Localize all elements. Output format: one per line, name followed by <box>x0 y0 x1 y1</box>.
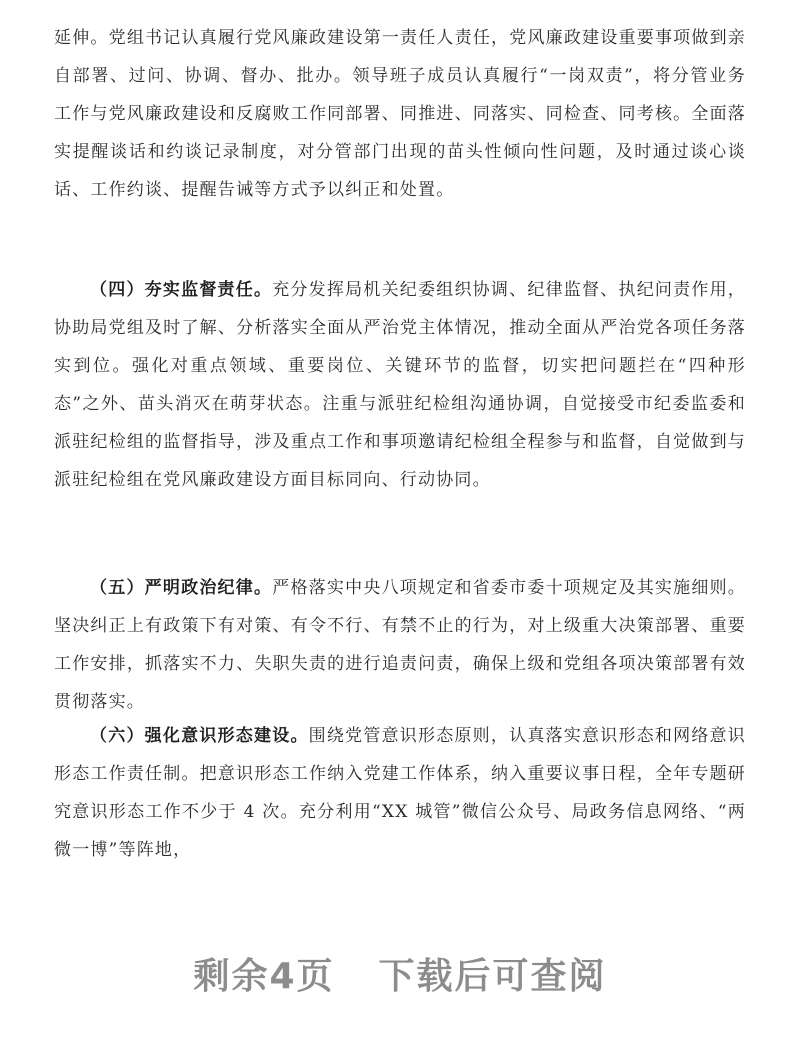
paragraph-text: 围绕党管意识形态原则，认真落实意识形态和网络意识形态工作责任制。把意识形态工作纳入党建工作体系，纳入重要议事日程，全年专题研究意识形态工作不少于 4 次。充分利用“XX 城管”微信公众号、局政务信息网络、“两微一博”等阵地， <box>54 726 746 860</box>
paragraph-text: 延伸。党组书记认真履行党风廉政建设第一责任人责任，党风廉政建设重要事项做到亲自部署、过问、协调、督办、批办。领导班子成员认真履行“一岗双责”，将分管业务工作与党风廉政建设和反腐败工作同部署、同推进、同落实、同检查、同考核。全面落实提醒谈话和约谈记录制度，对分管部门出现的苗头性倾向性问题，及时通过谈心谈话、工作约谈、提醒告诫等方式予以纠正和处置。 <box>54 28 746 200</box>
section-heading-5: （五）严明政治纪律。 <box>90 578 273 598</box>
paragraph-continuation <box>54 19 746 209</box>
download-prompt-banner[interactable] <box>0 948 800 999</box>
paragraph-text: 严格落实中央八项规定和省委市委十项规定及其实施细则。坚决纠正上有政策下有对策、有令不行、有禁不止的行为，对上级重大决策部署、重要工作安排，抓落实不力、失职失责的进行追责问责，确保上级和党组各项决策部署有效贯彻落实。 <box>54 578 747 712</box>
paragraph-supervision <box>54 271 746 499</box>
section-heading-4: （四）夯实监督责任。 <box>90 280 273 300</box>
paragraph-text: 充分发挥局机关纪委组织协调、纪律监督、执纪问责作用，协助局党组及时了解、分析落实全面从严治党主体情况，推动全面从严治党各项任务落实到位。强化对重点领域、重要岗位、关键环节的监督，切实把问题拦在“四种形态”之外、苗头消灭在萌芽状态。注重与派驻纪检组沟通协调，自觉接受市纪委监委和派驻纪检组的监督指导，涉及重点工作和事项邀请纪检组全程参与和监督，自觉做到与派驻纪检组在党风廉政建设方面目标同向、行动协同。 <box>54 280 747 490</box>
remaining-pages-label: 剩余4页 <box>193 956 335 997</box>
section-heading-6: （六）强化意识形态建设。 <box>90 726 309 746</box>
paragraph-political-discipline <box>54 569 746 721</box>
download-to-view-label: 下载后可查阅 <box>378 956 607 997</box>
paragraph-ideology <box>54 717 746 869</box>
